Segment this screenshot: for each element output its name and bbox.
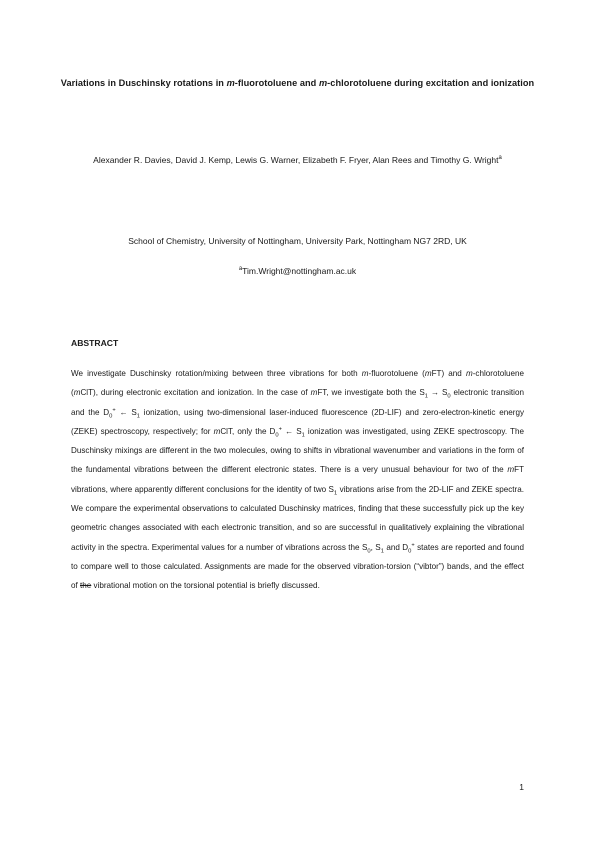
abstract-italic: m (73, 388, 81, 398)
abstract-struck-text: the (80, 581, 92, 591)
abstract-subscript: 1 (301, 432, 305, 439)
abstract-heading: ABSTRACT (71, 338, 119, 348)
abstract-text: -chlorotoluene ( (71, 369, 524, 398)
abstract-subscript: 0 (408, 548, 412, 555)
abstract-text: -fluorotoluene ( (368, 369, 425, 378)
title-text: Variations in Duschinsky rotations in (60, 78, 227, 88)
abstract-text: ionization, using two-dimensional laser-induced fluorescence (2D-LIF) and zero-electron-kinetic energy (ZEKE) spectroscopy, respectively; for (71, 407, 524, 436)
paper-title (60, 71, 535, 95)
title-text: -chlorotoluene during excitation and ionization (327, 78, 535, 88)
abstract-text: electronic transition and the D (71, 388, 524, 417)
abstract-text: vibrational motion on the torsional potential is briefly discussed. (91, 581, 320, 591)
abstract-text: ← S (281, 426, 302, 436)
abstract-text: and D (383, 542, 409, 552)
abstract-italic: m (424, 369, 432, 378)
abstract-text: ionization was investigated, using ZEKE spectroscopy. The Duschinsky mixings are different in the two molecules, owing to shifts in vibrational wavenumber and variations in the form of the fundamental vibrations between the different electronic states. There is a very unusual behaviour for two of the (71, 426, 524, 475)
abstract-superscript: + (112, 406, 116, 413)
author-affiliation-mark: a (498, 155, 502, 162)
abstract-text: ClT, only the D (220, 426, 276, 436)
abstract-subscript: 1 (424, 393, 428, 400)
abstract-text: → S (427, 388, 448, 398)
abstract-text: vibrations arise from the 2D-LIF and ZEKE spectra. We compare the experimental observations to calculated Duschinsky matrices, finding that these successfully pick up the key geometric changes associated with each electronic transition, and so are successful in qualitatively explaining the vibrational activity in the spectra. Experimental values for a number of vibrations across the S (71, 484, 524, 552)
title-italic-m: m (226, 78, 235, 88)
corresponding-email (60, 264, 535, 278)
author-list (60, 150, 535, 171)
abstract-superscript: + (411, 541, 415, 548)
abstract-italic: m (361, 369, 369, 378)
abstract-text: , S (370, 542, 381, 552)
email-mark: a (238, 266, 243, 273)
abstract-subscript: 1 (333, 490, 338, 497)
page-number: 1 (519, 782, 524, 792)
abstract-text: FT) and (431, 369, 466, 378)
abstract-text: ← S (115, 407, 137, 417)
abstract-subscript: 1 (136, 413, 141, 420)
author-names: Alexander R. Davies, David J. Kemp, Lewis G. Warner, Elizabeth F. Fryer, Alan Rees and Timothy G. Wright (93, 155, 499, 165)
abstract-subscript: 0 (275, 432, 279, 439)
abstract-text: We investigate Duschinsky rotation/mixing between three vibrations for both (71, 369, 362, 378)
abstract-subscript: 0 (367, 548, 371, 555)
abstract-italic: m (213, 426, 221, 436)
abstract-italic: m (465, 369, 473, 378)
email-address: Tim.Wright@nottingham.ac.uk (242, 266, 357, 276)
affiliation: School of Chemistry, University of Nottingham, University Park, Nottingham NG7 2RD, UK (128, 236, 467, 246)
abstract-text: ClT), during electronic excitation and ionization. In the case of (80, 388, 311, 398)
abstract-subscript: 1 (380, 548, 384, 555)
abstract-subscript: 0 (447, 393, 451, 400)
abstract-italic: m (507, 465, 515, 475)
abstract-body (71, 364, 524, 596)
title-text: -fluorotoluene and (234, 78, 319, 88)
title-italic-m: m (318, 78, 328, 88)
abstract-text: FT vibrations, where apparently different conclusions for the identity of two S (71, 465, 524, 494)
abstract-subscript: 0 (109, 413, 113, 420)
abstract-text: FT, we investigate both the S (317, 388, 425, 398)
abstract-text: states are reported and found to compare well to those calculated. Assignments are made for the observed vibration-torsion (“vibtor”) bands, and the effect of (71, 542, 524, 591)
abstract-italic: m (310, 388, 318, 398)
abstract-superscript: + (278, 426, 282, 433)
